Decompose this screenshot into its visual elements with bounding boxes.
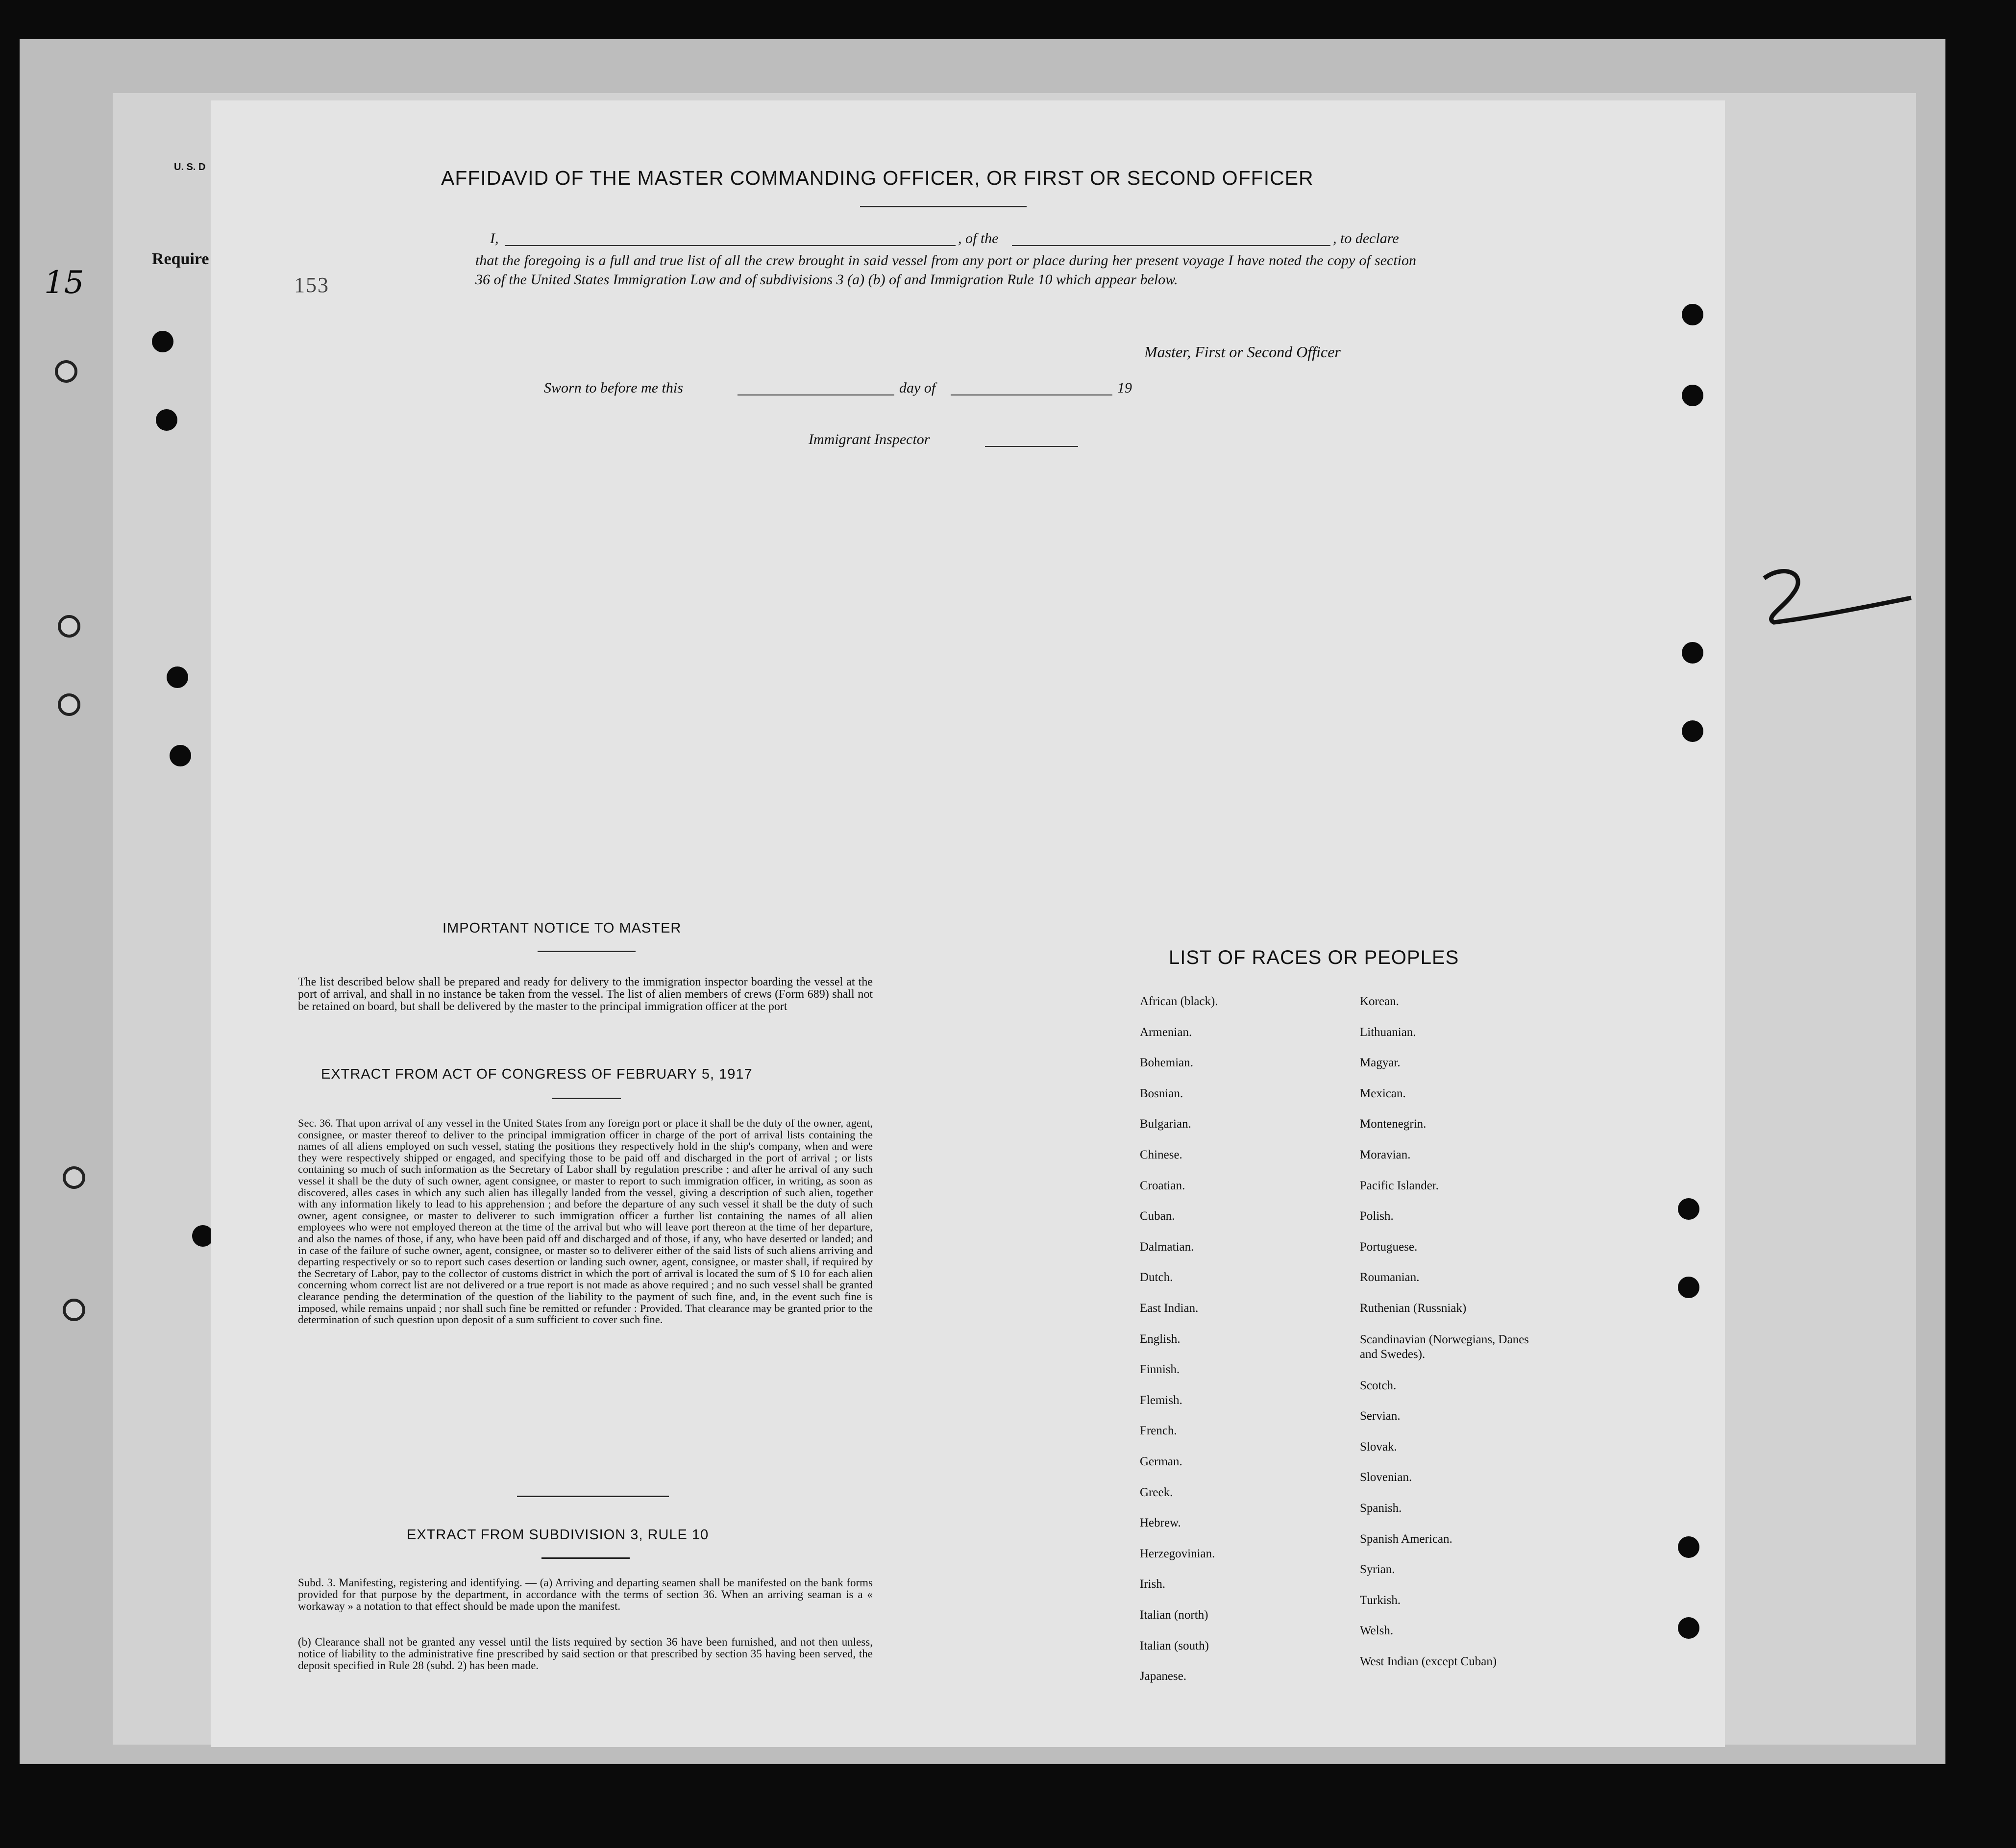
extract-act-underline — [552, 1098, 621, 1099]
affidavit-to-declare: , to declare — [1333, 230, 1399, 246]
vessel-blank[interactable] — [1012, 245, 1330, 246]
punch-hole — [1678, 1198, 1699, 1220]
notice-underline — [538, 951, 636, 952]
race-item: East Indian. — [1140, 1302, 1199, 1315]
race-item: Finnish. — [1140, 1363, 1180, 1377]
inspector-label: Immigrant Inspector — [809, 431, 930, 447]
race-item: Spanish American. — [1360, 1532, 1452, 1546]
punch-ring — [63, 1166, 85, 1189]
race-item: African (black). — [1140, 995, 1218, 1008]
race-item: Lithuanian. — [1360, 1025, 1416, 1039]
race-item: Japanese. — [1140, 1670, 1187, 1683]
race-item: Dalmatian. — [1140, 1240, 1194, 1254]
signature-label: Master, First or Second Officer — [1144, 343, 1341, 361]
year-label: 19 — [1117, 380, 1132, 396]
extract-rule-underline — [541, 1557, 630, 1559]
punch-hole — [1682, 385, 1703, 406]
sworn-day-blank[interactable] — [738, 394, 894, 395]
race-item: Ruthenian (Russniak) — [1360, 1302, 1467, 1315]
race-item: Armenian. — [1140, 1025, 1192, 1039]
race-item: Polish. — [1360, 1209, 1394, 1223]
race-item: Turkish. — [1360, 1593, 1401, 1607]
race-item: Scotch. — [1360, 1379, 1397, 1392]
punch-hole — [1682, 720, 1703, 742]
extract-act-title: EXTRACT FROM ACT OF CONGRESS OF FEBRUARY 5, 1917 — [321, 1066, 753, 1082]
race-item: Bohemian. — [1140, 1056, 1194, 1070]
punch-hole — [170, 745, 191, 766]
race-item: Welsh. — [1360, 1624, 1394, 1638]
race-item: Moravian. — [1360, 1148, 1411, 1161]
race-item: Cuban. — [1140, 1209, 1175, 1223]
race-item: Greek. — [1140, 1485, 1173, 1499]
race-item: Pacific Islander. — [1360, 1179, 1439, 1192]
race-item: German. — [1140, 1455, 1182, 1468]
race-item: Italian (south) — [1140, 1639, 1209, 1652]
race-item: English. — [1140, 1332, 1180, 1346]
punch-hole — [156, 409, 177, 431]
name-blank[interactable] — [505, 245, 956, 246]
race-item: Mexican. — [1360, 1086, 1406, 1100]
races-title: LIST OF RACES OR PEOPLES — [1169, 947, 1459, 968]
extract-rule-title: EXTRACT FROM SUBDIVISION 3, RULE 10 — [407, 1527, 709, 1543]
punch-ring — [58, 693, 80, 716]
race-item: Irish. — [1140, 1577, 1166, 1591]
race-item: French. — [1140, 1424, 1177, 1438]
race-item: Magyar. — [1360, 1056, 1401, 1070]
race-item: Roumanian. — [1360, 1271, 1420, 1284]
affidavit-page — [211, 100, 1725, 1747]
punch-hole — [152, 331, 173, 352]
punch-hole — [1682, 642, 1703, 664]
form-number: 153 — [294, 273, 329, 297]
race-item: Italian (north) — [1140, 1608, 1208, 1622]
race-item: Croatian. — [1140, 1179, 1185, 1192]
day-of-label: day of — [899, 380, 936, 396]
extract-act-end-rule — [517, 1496, 669, 1497]
affidavit-i-label: I, — [490, 230, 499, 246]
extract-act-text: Sec. 36. That upon arrival of any vessel in the United States from any foreign port or place it shall be the duty of the owner, agent, consignee, or master thereof to deliver to the principal immigration officer in charge of the port of arrival lists containing the names of all aliens employed on such vessel, stating the positions they respectively hold in the ship's company, when and were they were respectively shipped or engaged, and specifying those to be paid off and discharged in the port of arrival ; or lists containing so much of such information as the Secretary of Labor shall by regulation prescribe ; and after he arrival of any such vessel it shall be the duty of such owner, agent consignee, or master to report to such immigration officer, in writing, as soon as discovered, alles cases in which any such alien has illegally landed from the vessel, giving a description of such alien, together with any information likely to lead to his apprehension ; and before the departure of any such vessel it shall be the duty of such owner, agent consignee, or master to deliverer to such immigration officer a further list containing the names of all alien employees who were not employed thereon at the time of the arrival but who will leave port thereon at the time of her departure, and also the names of those, if any, who have been paid off and discharged and of those, if any, who have deserted or landed; and in case of the failure of suche owner, agent, consignee, or master so to deliverer either of the said lists of such aliens arriving and departing respectively or so to report such cases desertion or landing such owner, agent, consignee, or master shall, if required by the Secretary of Labor, pay to the collector of customs district in which the port of arrival is located the sum of $ 10 for each alien concerning whom correct list are not delivered or a true report is not made as above required ; and no such vessel shall be granted clearance pending the determination of the question of the liability to the payment of such fine, and, in the event such fine is imposed, while remains unpaid ; nor shall such fine be remitted or refunder : Provided. That clearance may be granted prior to the determination of such question upon deposit of a sum sufficient to cover such fine. — [298, 1117, 873, 1326]
extract-rule-para-b: (b) Clearance shall not be granted any vessel until the lists required by section 36 have been furnished, and not then unless, notice of liability to the administrative fine prescribed by said section or that prescribed by section 35 having been served, the deposit specified in Rule 28 (subd. 2) has been made. — [298, 1636, 873, 1672]
race-item: Chinese. — [1140, 1148, 1182, 1161]
handwritten-squiggle — [1754, 564, 1916, 637]
punch-hole — [1678, 1617, 1699, 1639]
punch-ring — [55, 360, 77, 383]
punch-hole — [167, 666, 188, 688]
race-item: Slovenian. — [1360, 1471, 1412, 1484]
race-item: Bosnian. — [1140, 1086, 1183, 1100]
race-item: Korean. — [1360, 995, 1399, 1008]
race-item: West Indian (except Cuban) — [1360, 1655, 1497, 1668]
race-item: Servian. — [1360, 1409, 1401, 1423]
affidavit-paragraph: that the foregoing is a full and true list of all the crew brought in said vessel from any port or place during her present voyage I have noted the copy of section 36 of the United States Immigration Law and of subdivisions 3 (a) (b) of and Immigration Rule 10 which appear below. — [475, 252, 1416, 288]
month-blank[interactable] — [951, 394, 1112, 395]
race-item: Herzegovinian. — [1140, 1547, 1215, 1560]
notice-title: IMPORTANT NOTICE TO MASTER — [443, 920, 682, 936]
punch-hole — [1678, 1536, 1699, 1558]
race-item: Scandinavian (Norwegians, Danes and Swedes). — [1360, 1332, 1529, 1361]
race-item: Spanish. — [1360, 1502, 1402, 1515]
title-underline — [860, 206, 1027, 207]
race-item: Dutch. — [1140, 1271, 1173, 1284]
race-item: Syrian. — [1360, 1563, 1395, 1577]
race-item: Flemish. — [1140, 1393, 1182, 1407]
race-item: Bulgarian. — [1140, 1117, 1191, 1131]
race-item: Slovak. — [1360, 1440, 1397, 1454]
notice-text: The list described below shall be prepared and ready for delivery to the immigration inspector boarding the vessel at the port of arrival, and shall in no instance be taken from the vessel. The list of alien members of crews (Form 689) shall not be retained on board, but shall be delivered by the master to the principal immigration officer at the port — [298, 976, 873, 1013]
race-item: Montenegrin. — [1360, 1117, 1426, 1131]
inspector-blank[interactable] — [985, 446, 1078, 447]
extract-rule-para-a: Subd. 3. Manifesting, registering and identifying. — (a) Arriving and departing seamen shall be manifested on the bank forms provided for that purpose by the department, in accordance with the terms of section 36. When an arriving seaman is a « workaway » a notation to that effect should be made upon the manifest. — [298, 1577, 873, 1612]
affidavit-title: AFFIDAVID OF THE MASTER COMMANDING OFFICER, OR FIRST OR SECOND OFFICER — [441, 167, 1314, 189]
handwritten-mark: 15 — [44, 265, 84, 301]
sworn-label: Sworn to before me this — [544, 380, 683, 396]
race-item: Hebrew. — [1140, 1516, 1181, 1530]
race-item: Portuguese. — [1360, 1240, 1418, 1254]
punch-ring — [58, 615, 80, 638]
punch-hole — [1678, 1277, 1699, 1298]
punch-hole — [1682, 304, 1703, 325]
side-label-usd: U. S. D — [174, 162, 206, 172]
side-label-required: Require — [152, 250, 209, 268]
affidavit-of-the-label: , of the — [958, 230, 999, 246]
punch-ring — [63, 1299, 85, 1321]
